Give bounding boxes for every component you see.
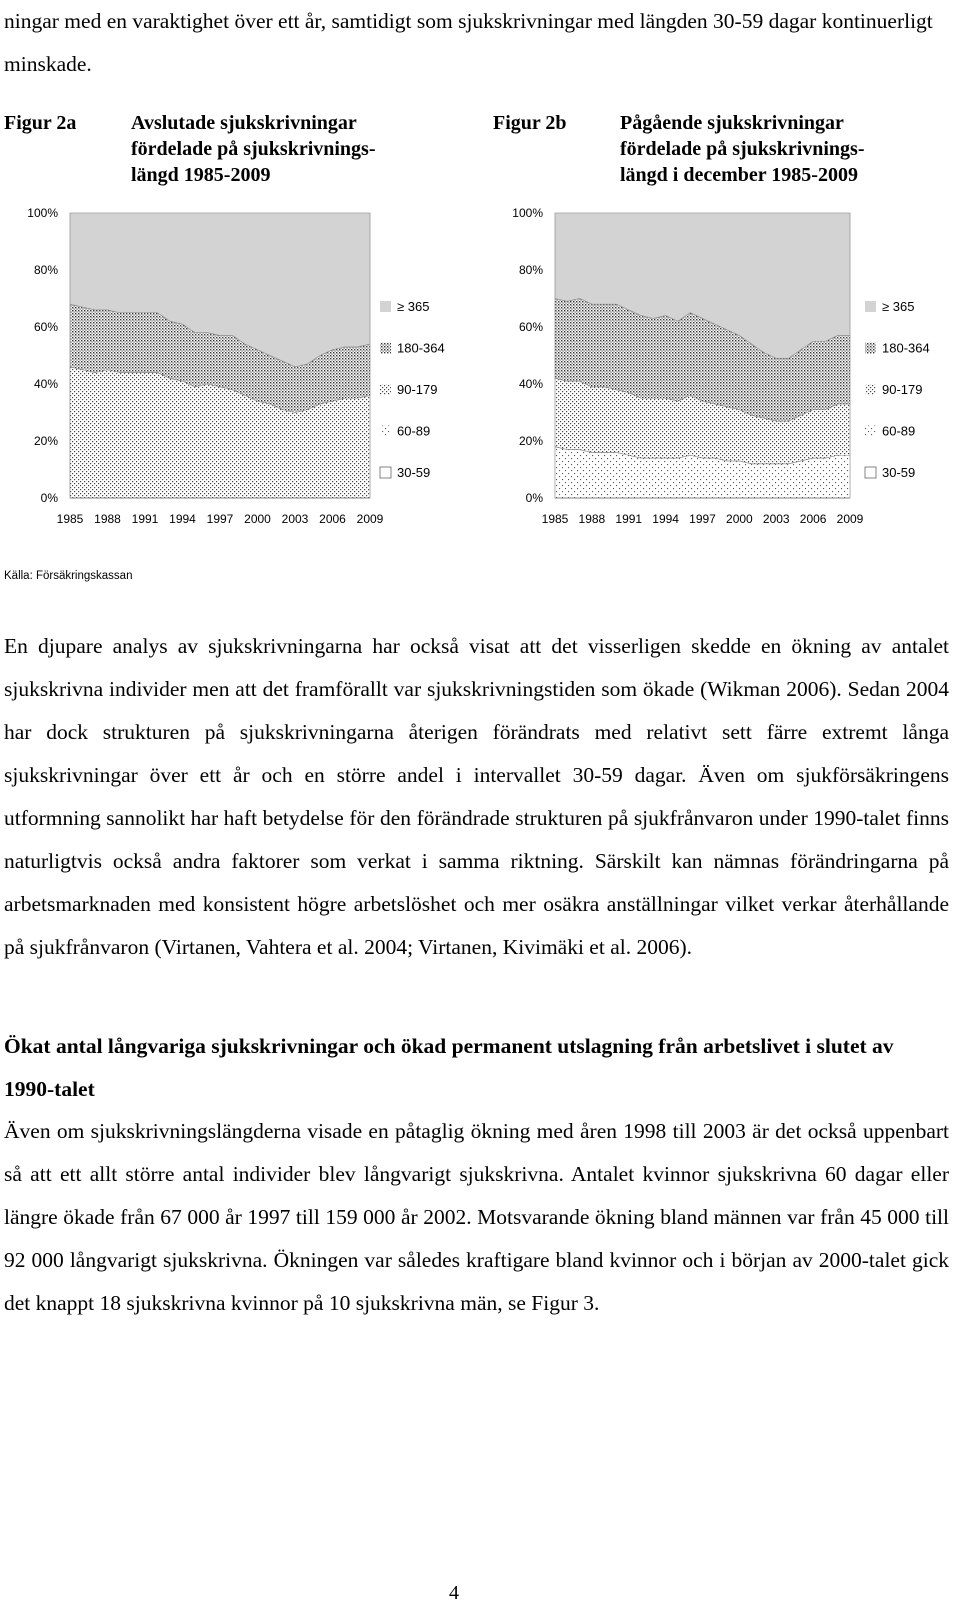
x-tick-label: 2003 bbox=[762, 512, 790, 526]
legend-label: 180-364 bbox=[397, 340, 445, 356]
chart-figure-2b bbox=[480, 205, 950, 535]
figure-b-label: Figur 2b bbox=[493, 112, 567, 134]
section-heading: Ökat antal långvariga sjukskrivningar och ökad permanent utslagning från arbetslivet i slutet av 1990-talet bbox=[4, 1034, 894, 1101]
x-tick-label: 1985 bbox=[541, 512, 569, 526]
x-tick-label: 2006 bbox=[319, 512, 346, 526]
page-number: 4 bbox=[449, 1582, 459, 1604]
y-tick-label: 20% bbox=[518, 434, 543, 448]
figure-b-title-line: längd i december 1985-2009 bbox=[620, 164, 858, 186]
y-tick-label: 0% bbox=[40, 491, 58, 505]
y-tick-label: 100% bbox=[27, 206, 58, 220]
intro-paragraph: ningar med en varaktighet över ett år, samtidigt som sjukskrivningar med längden 30-59 dagar kontinuerligt minskade. bbox=[4, 9, 933, 76]
legend-swatch bbox=[380, 467, 391, 478]
x-tick-label: 2009 bbox=[836, 512, 864, 526]
x-tick-label: 1991 bbox=[615, 512, 643, 526]
y-tick-label: 100% bbox=[512, 206, 543, 220]
chart-figure-2a bbox=[0, 205, 470, 535]
figure-a-label: Figur 2a bbox=[4, 112, 77, 134]
legend-label: 60-89 bbox=[397, 423, 431, 439]
legend-swatch bbox=[380, 301, 391, 312]
figure-a-title-line: längd 1985-2009 bbox=[131, 164, 271, 186]
x-tick-label: 1988 bbox=[94, 512, 121, 526]
figure-b-title-line: fördelade på sjukskrivnings- bbox=[620, 138, 865, 160]
legend-swatch bbox=[865, 384, 876, 395]
y-tick-label: 0% bbox=[525, 491, 543, 505]
legend-swatch bbox=[865, 301, 876, 312]
legend-swatch bbox=[865, 426, 876, 437]
legend-label: 30-59 bbox=[882, 465, 916, 480]
x-tick-label: 1997 bbox=[206, 512, 234, 526]
legend-swatch bbox=[380, 384, 391, 395]
x-tick-label: 1991 bbox=[131, 512, 159, 526]
legend-label: 90-179 bbox=[882, 382, 923, 397]
legend-label: ≥ 365 bbox=[882, 299, 915, 314]
paragraph-analysis: En djupare analys av sjukskrivningarna har också visat att det visserligen skedde en ökning av antalet sjukskrivna individer men att det framförallt var sjukskrivningstiden som ökade (Wikman 2006). Sedan 2004 har dock strukturen på sjukskrivningarna återigen förändrats med relativt sett färre extremt långa sjukskrivningar över ett år och en större andel i intervallet 30-59 dagar. Även om sjukförsäkringens utformning sannolikt har haft betydelse för den förändrade strukturen på sjukfrånvaron under 1990-talet finns naturligtvis också andra faktorer som verkat i samma riktning. Särskilt kan nämnas förändringarna på arbetsmarknaden med konsistent högre arbetslöshet och mer osäkra anställningar vilket verkar återhållande på sjukfrånvaron (Virtanen, Vahtera et al. 2004; Virtanen, Kivimäki et al. 2006). bbox=[4, 634, 949, 959]
y-tick-label: 80% bbox=[518, 263, 543, 277]
legend-label: 90-179 bbox=[397, 382, 438, 397]
legend-swatch bbox=[865, 467, 876, 478]
figure-a-title-line: fördelade på sjukskrivnings- bbox=[131, 138, 376, 160]
paragraph-long-term: Även om sjukskrivningslängderna visade en påtaglig ökning med åren 1998 till 2003 är det också uppenbart så att ett allt större antal individer blev långvarigt sjukskrivna. Antalet kvinnor sjukskrivna 60 dagar eller längre ökade från 67 000 år 1997 till 159 000 år 2002. Motsvarande ökning bland männen var från 45 000 till 92 000 långvarigt sjukskrivna. Ökningen var således kraftigare bland kvinnor och i början av 2000-talet gick det knappt 18 sjukskrivna kvinnor på 10 sjukskrivna män, se Figur 3. bbox=[4, 1119, 949, 1315]
x-tick-label: 2000 bbox=[726, 512, 753, 526]
y-tick-label: 80% bbox=[33, 263, 58, 277]
x-tick-label: 1997 bbox=[689, 512, 716, 526]
y-tick-label: 60% bbox=[518, 320, 543, 334]
figure-b-title-line: Pågående sjukskrivningar bbox=[620, 112, 844, 134]
figure-a-title bbox=[131, 110, 431, 188]
y-tick-label: 20% bbox=[33, 434, 58, 448]
y-tick-label: 40% bbox=[518, 377, 543, 391]
x-tick-label: 2009 bbox=[356, 512, 384, 526]
x-tick-label: 2006 bbox=[799, 512, 827, 526]
x-tick-label: 1985 bbox=[56, 512, 84, 526]
legend-swatch bbox=[380, 343, 391, 354]
legend-label: 180-364 bbox=[882, 340, 930, 356]
legend-label: 60-89 bbox=[882, 423, 916, 439]
legend-label: 30-59 bbox=[397, 465, 431, 480]
x-tick-label: 1994 bbox=[169, 512, 196, 526]
legend-swatch bbox=[865, 343, 876, 354]
y-tick-label: 40% bbox=[33, 377, 58, 391]
x-tick-label: 1994 bbox=[652, 512, 679, 526]
x-tick-label: 2003 bbox=[281, 512, 309, 526]
figure-b-title bbox=[620, 110, 950, 188]
legend-swatch bbox=[380, 426, 391, 437]
x-tick-label: 2000 bbox=[244, 512, 271, 526]
source-note: Källa: Försäkringskassan bbox=[4, 570, 133, 582]
legend-label: ≥ 365 bbox=[397, 299, 430, 314]
figure-a-title-line: Avslutade sjukskrivningar bbox=[131, 112, 357, 134]
x-tick-label: 1988 bbox=[578, 512, 606, 526]
y-tick-label: 60% bbox=[33, 320, 58, 334]
